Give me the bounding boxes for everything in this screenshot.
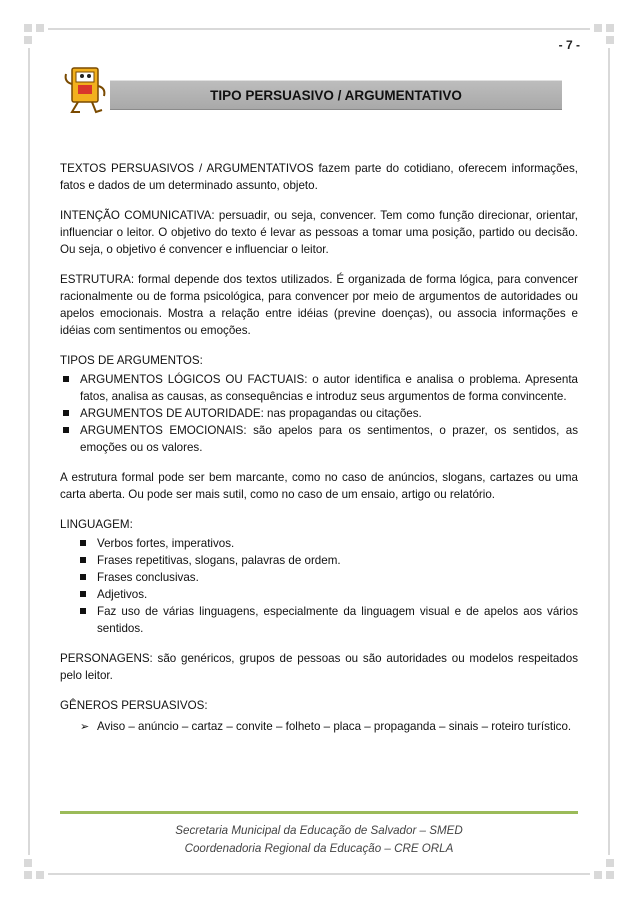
corner-ornament-bottom-left [24, 857, 46, 879]
personagens-paragraph: PERSONAGENS: são genéricos, grupos de pessoas ou são autoridades ou modelos respeitados pelo leitor. [60, 652, 578, 682]
corner-ornament-bottom-right [592, 857, 614, 879]
square-bullet-icon [80, 591, 86, 597]
page-number: - 7 - [558, 38, 580, 52]
list-item: Verbos fortes, imperativos. [60, 535, 578, 552]
section-title-bar [110, 80, 562, 110]
corner-ornament-top-left [24, 24, 46, 46]
footer-line-2: Coordenadoria Regional da Educação – CRE ORLA [184, 842, 454, 855]
generos-heading: GÊNEROS PERSUASIVOS: [60, 699, 208, 712]
list-item: ➢ Aviso – anúncio – cartaz – convite – folheto – placa – propaganda – sinais – roteiro turístico. [60, 716, 578, 738]
square-bullet-icon [63, 376, 69, 382]
generos-list [60, 716, 578, 738]
page-border-right [608, 48, 610, 855]
square-bullet-icon [63, 427, 69, 433]
page-border-top [48, 28, 590, 30]
footer-line-1: Secretaria Municipal da Educação de Salvador – SMED [175, 824, 463, 837]
tipos-list [60, 371, 578, 456]
list-item: Frases repetitivas, slogans, palavras de ordem. [60, 552, 578, 569]
square-bullet-icon [80, 540, 86, 546]
list-item: ARGUMENTOS DE AUTORIDADE: nas propagandas ou citações. [60, 405, 578, 422]
document-body [60, 160, 578, 738]
estrutura-paragraph: ESTRUTURA: formal depende dos textos utilizados. É organizada de forma lógica, para convencer racionalmente ou de forma psicológica, para convencer por meio de argumentos de autoridades ou apelos emocionais. Mostra a relação entre idéias (previne doenças), ou associa informações e idéias com sentimentos ou emoções. [60, 273, 578, 337]
footer [60, 822, 578, 858]
tipos-heading: TIPOS DE ARGUMENTOS: [60, 354, 203, 367]
arrow-bullet-icon: ➢ [80, 721, 90, 733]
square-bullet-icon [80, 574, 86, 580]
page-border-bottom [48, 873, 590, 875]
linguagem-list [60, 535, 578, 637]
footer-rule [60, 811, 578, 814]
list-item: Faz uso de várias linguagens, especialmente da linguagem visual e de apelos aos vários sentidos. [60, 603, 578, 637]
square-bullet-icon [63, 410, 69, 416]
intro-paragraph: TEXTOS PERSUASIVOS / ARGUMENTATIVOS fazem parte do cotidiano, oferecem informações, fatos e dados de um determinado assunto, objeto. [60, 162, 578, 192]
list-item: Adjetivos. [60, 586, 578, 603]
book-mascot-icon [60, 64, 110, 116]
list-item: Frases conclusivas. [60, 569, 578, 586]
square-bullet-icon [80, 608, 86, 614]
linguagem-heading: LINGUAGEM: [60, 518, 133, 531]
square-bullet-icon [80, 557, 86, 563]
page-border-left [28, 48, 30, 855]
corner-ornament-top-right [592, 24, 614, 46]
list-item: ARGUMENTOS LÓGICOS OU FACTUAIS: o autor identifica e analisa o problema. Apresenta fatos, analisa as causas, as consequências e introduz seus argumentos de forma convincente. [60, 371, 578, 405]
estrutura-formal-paragraph: A estrutura formal pode ser bem marcante, como no caso de anúncios, slogans, cartazes ou uma carta aberta. Ou pode ser mais sutil, como no caso de um ensaio, artigo ou relatório. [60, 471, 578, 501]
list-item: ARGUMENTOS EMOCIONAIS: são apelos para os sentimentos, o prazer, os sentidos, as emoções ou os valores. [60, 422, 578, 456]
section-title: TIPO PERSUASIVO / ARGUMENTATIVO [210, 87, 462, 103]
intencao-paragraph: INTENÇÃO COMUNICATIVA: persuadir, ou seja, convencer. Tem como função direcionar, orientar, influenciar o leitor. O objetivo do texto é levar as pessoas a tomar uma posição, partido ou decisão. Ou seja, o objetivo é convencer e influenciar o leitor. [60, 209, 578, 256]
